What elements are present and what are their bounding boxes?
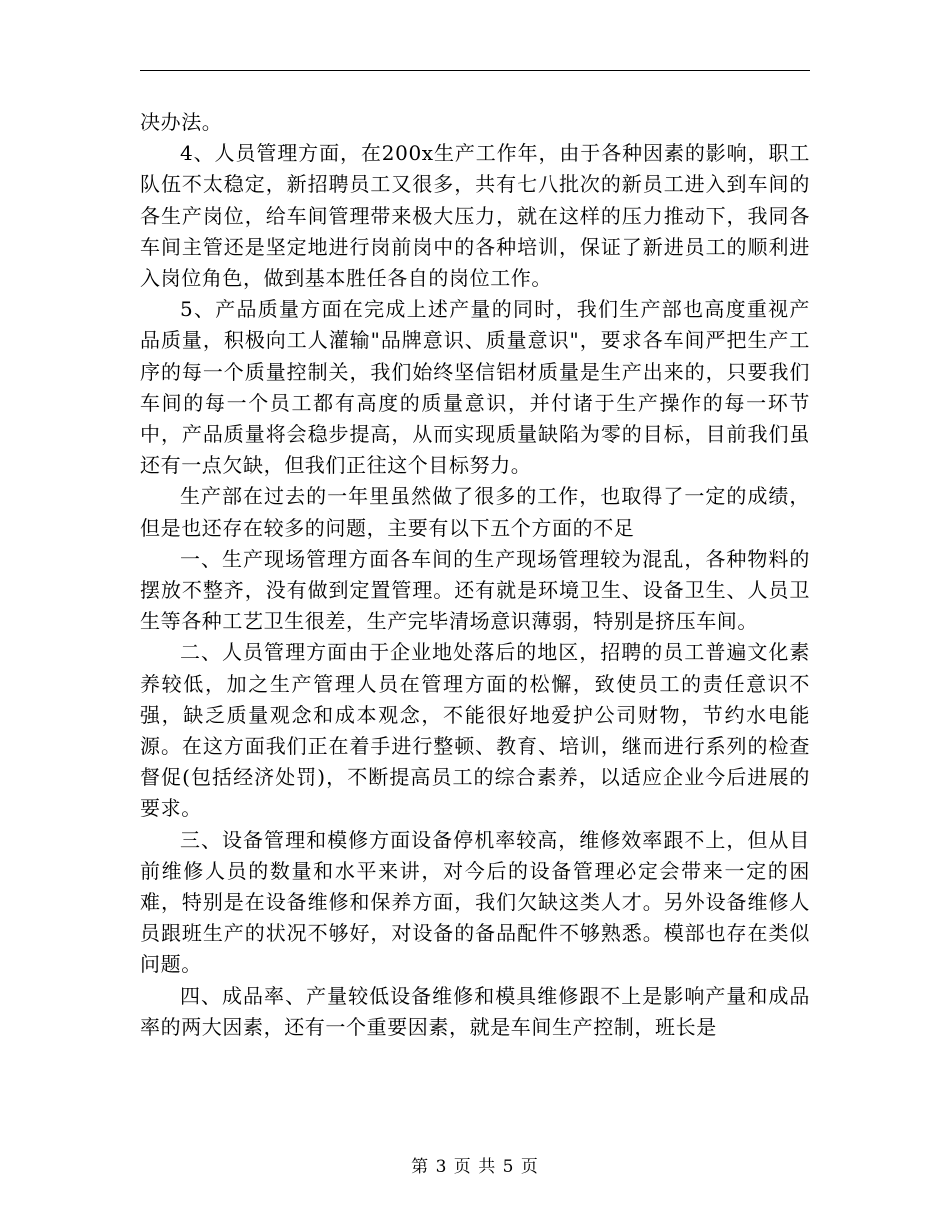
paragraph-yield-output: 四、成品率、产量较低设备维修和模具维修跟不上是影响产量和成品率的两大因素，还有一个重要因素，就是车间生产控制，班长是 [140,983,810,1039]
paragraph-continuation: 决办法。 [140,110,223,134]
header-rule [140,70,810,71]
paragraph-personnel-management: 4、人员管理方面，在200x生产工作年，由于各种因素的影响，职工队伍不太稳定，新招聘员工又很多，共有七八批次的新员工进入到车间的各生产岗位，给车间管理带来极大压力，就在这样的压力推动下，我同各车间主管还是坚定地进行岗前岗中的各种培训，保证了新进员工的顺利进入岗位角色，做到基本胜任各自的岗位工作。 [140,141,810,291]
paragraph-shortcomings-intro: 生产部在过去的一年里虽然做了很多的工作，也取得了一定的成绩，但是也还存在较多的问题，主要有以下五个方面的不足 [140,484,810,540]
paragraph-equipment-management: 三、设备管理和模修方面设备停机率较高，维修效率跟不上，但从目前维修人员的数量和水平来讲，对今后的设备管理必定会带来一定的困难，特别是在设备维修和保养方面，我们欠缺这类人才。另外设备维修人员跟班生产的状况不够好，对设备的备品配件不够熟悉。模部也存在类似问题。 [140,827,810,977]
document-body [140,107,810,1043]
paragraph-site-management: 一、生产现场管理方面各车间的生产现场管理较为混乱，各种物料的摆放不整齐，没有做到定置管理。还有就是环境卫生、设备卫生、人员卫生等各种工艺卫生很差，生产完毕清场意识薄弱，特别是挤压车间。 [140,546,810,634]
paragraph-staff-management: 二、人员管理方面由于企业地处落后的地区，招聘的员工普遍文化素养较低，加之生产管理人员在管理方面的松懈，致使员工的责任意识不强，缺乏质量观念和成本观念，不能很好地爱护公司财物，节约水电能源。在这方面我们正在着手进行整顿、教育、培训，继而进行系列的检查督促(包括经济处罚)，不断提高员工的综合素养，以适应企业今后进展的要求。 [140,640,810,821]
paragraph-product-quality: 5、产品质量方面在完成上述产量的同时，我们生产部也高度重视产品质量，积极向工人灌输"品牌意识、质量意识"，要求各车间严把生产工序的每一个质量控制关，我们始终坚信铝材质量是生产出来的，只要我们车间的每一个员工都有高度的质量意识，并付诸于生产操作的每一环节中，产品质量将会稳步提高，从而实现质量缺陷为零的目标，目前我们虽还有一点欠缺，但我们正往这个目标努力。 [140,297,810,478]
page-number: 第 3 页 共 5 页 [411,1157,539,1177]
